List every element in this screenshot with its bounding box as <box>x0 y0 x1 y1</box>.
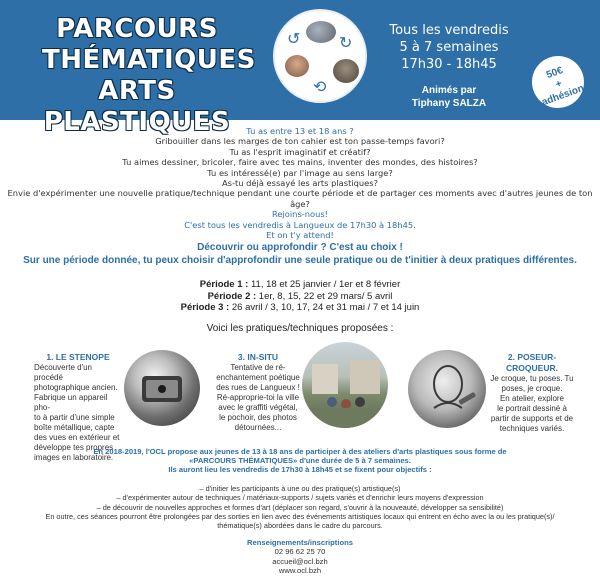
info-line: «PARCOURS THÉMATIQUES» d'une durée de 5 à 7 semaines. <box>189 456 411 465</box>
contact-email[interactable]: accueil@ocl.bzh <box>272 556 328 566</box>
facilitator-label: Animés par <box>421 85 477 96</box>
schedule <box>384 22 514 73</box>
practice-insitu <box>212 352 304 433</box>
curved-arrow-icon: ⟲ <box>313 77 327 96</box>
street-scene-icon <box>302 342 388 428</box>
facilitator <box>384 84 514 110</box>
practice-line: partir de supports et de <box>490 414 574 423</box>
intro-line: Tu aimes dessiner, bricoler, faire avec tes mains, inventer des mondes, des histoires? <box>122 157 478 168</box>
practice-line: poses, je croque. <box>501 384 563 393</box>
period-row <box>0 291 600 303</box>
contact-block <box>0 538 600 576</box>
curved-arrow-icon: ↺ <box>287 29 301 48</box>
practice-line: le portrait dessiné à <box>497 404 567 413</box>
practice-line: des rues de Langueux ! <box>216 383 300 392</box>
curved-arrow-icon: ↻ <box>339 33 353 52</box>
practices-intro: Voici les pratiques/techniques proposées : <box>206 323 394 334</box>
schedule-days: Tous les vendredis <box>389 23 509 38</box>
objective-line: thématique(s) abordées dans le cadre du parcours. <box>217 521 383 531</box>
practice-line: détournées... <box>234 423 282 432</box>
intro-line: C'est tous les vendredis à Langueux de 17h30 à 18h45. <box>184 219 416 230</box>
title-line-2: THÉMATIQUES <box>42 45 256 75</box>
contact-title: Renseignements/inscriptions <box>247 538 353 547</box>
practice-line: boîte métallique, capte <box>34 423 115 432</box>
periods-list <box>0 279 600 314</box>
period-dates: 11, 18 et 25 janvier / 1er et 8 février <box>248 279 401 290</box>
practice-line: développe tes propres <box>34 443 114 452</box>
practice-line: images en laboratoire. <box>34 453 114 462</box>
practice-line: photographique ancien. <box>34 383 118 392</box>
photo-top <box>306 21 336 43</box>
period-row <box>0 279 600 291</box>
title-line-3: ARTS PLASTIQUES <box>43 76 231 137</box>
practice-title: 3. IN-SITU <box>237 352 279 362</box>
contact-website[interactable]: www.ocl.bzh <box>278 566 322 576</box>
choice-description: Sur une période donnée, tu peux choisir d'approfondir une seule pratique ou de t'initier à deux pratiques différentes. <box>23 255 577 266</box>
practice-line: Tentative de ré- <box>230 363 286 372</box>
intro-line: Tu as entre 13 et 18 ans ? <box>246 126 354 136</box>
title-line-1: PARCOURS <box>56 14 218 44</box>
photo-collage-circle <box>273 9 367 103</box>
objective-line: – de découvrir de nouvelles approches et formes d'art (déplacer son regard, s'ouvrir à la nouveauté, développer sa sensibilité) <box>96 502 504 512</box>
period-dates: 26 avril / 3, 10, 17, 24 et 31 mai / 7 et 14 juin <box>229 302 420 313</box>
price-amount: 50€ <box>545 65 565 82</box>
practice-line: Je croque, tu poses. Tu <box>490 374 574 383</box>
objectives <box>0 484 600 530</box>
info-line: En 2018-2019, l'OCL propose aux jeunes de 13 à 18 ans de participer à des ateliers d'arts plastiques sous forme de <box>93 447 507 456</box>
objective-line: – d'initier les participants à une ou des pratique(s) artistique(s) <box>199 484 401 493</box>
period-row <box>0 302 600 314</box>
contact-phone[interactable]: 02 96 62 25 70 <box>274 547 326 557</box>
intro-line: Envie d'expérimenter une nouvelle pratique/technique pendant une courte période et de partager ces moments avec d'autres jeunes de ton âge? <box>7 188 593 209</box>
period-label: Période 2 : <box>207 290 257 302</box>
practice-line: techniques variés. <box>499 424 565 433</box>
practice-line: En atelier, explore <box>499 394 565 403</box>
insitu-street-photo <box>302 342 388 428</box>
intro-line: Gribouiller dans les marges de ton cahier est ton passe-temps favori? <box>155 136 445 147</box>
practice-title: 1. LE STENOPE <box>46 352 110 362</box>
intro-line: Et on t'y attend! <box>266 230 334 241</box>
schedule-duration: 5 à 7 semaines <box>399 40 499 55</box>
price-membership: + adhésion <box>540 78 586 109</box>
schedule-hours: 17h30 - 18h45 <box>401 57 497 72</box>
practice-title: 2. POSEUR-CROQUEUR. <box>506 352 558 373</box>
info-line: Ils auront lieu les vendredis de 17h30 à 18h45 et se fixent pour objectifs : <box>168 465 432 474</box>
practice-line: Découverte d'un procédé <box>34 363 93 382</box>
intro-line: Tu es intéressé(e) par l'image au sens large? <box>207 167 393 178</box>
practice-line: avec le graffiti végétal, <box>218 403 298 412</box>
facilitator-name: Tiphany SALZA <box>411 98 487 109</box>
poseur-drawing-photo <box>408 350 486 428</box>
period-dates: 1er, 8, 15, 22 et 29 mars/ 5 avril <box>256 290 393 302</box>
intro-line: As-tu déjà essayé les arts plastiques? <box>222 178 378 189</box>
camera-box-icon <box>124 350 200 426</box>
practice-line: le pochoir, des photos <box>219 413 297 422</box>
practice-poseur <box>484 352 580 434</box>
objective-line: – d'expérimenter autour de techniques / matériaux-supports / sujets variés et d'enrichir leurs moyens d'expression <box>116 493 484 503</box>
practice-line: des vues en extérieur et <box>34 433 120 442</box>
page-title <box>42 14 256 138</box>
portrait-sketch-icon <box>408 350 486 428</box>
practice-line: to à partir d'une simple <box>34 413 115 422</box>
intro-line: Rejoins-nous! <box>272 209 328 220</box>
choice-heading: Découvrir ou approfondir ? C'est au choix ! <box>197 242 403 253</box>
photo-left <box>285 55 309 77</box>
period-label: Période 3 : <box>180 302 230 313</box>
stenope-camera-photo <box>124 350 200 426</box>
practice-line: Fabrique un appareil pho- <box>34 393 108 412</box>
photo-right <box>333 59 359 83</box>
practice-line: enchantement poétique <box>216 373 300 382</box>
intro-line: Tu as l'esprit imaginatif et créatif? <box>229 146 371 157</box>
objective-line: En outre, ces séances pourront être prolongées par des sorties en lien avec des événements artistiques locaux qui entrent en écho avec la ou les pratique(s)/ <box>45 511 555 521</box>
intro-text <box>0 126 600 240</box>
practice-line: Ré-approprie-toi la ville <box>216 393 300 402</box>
period-label: Période 1 : <box>199 279 249 290</box>
